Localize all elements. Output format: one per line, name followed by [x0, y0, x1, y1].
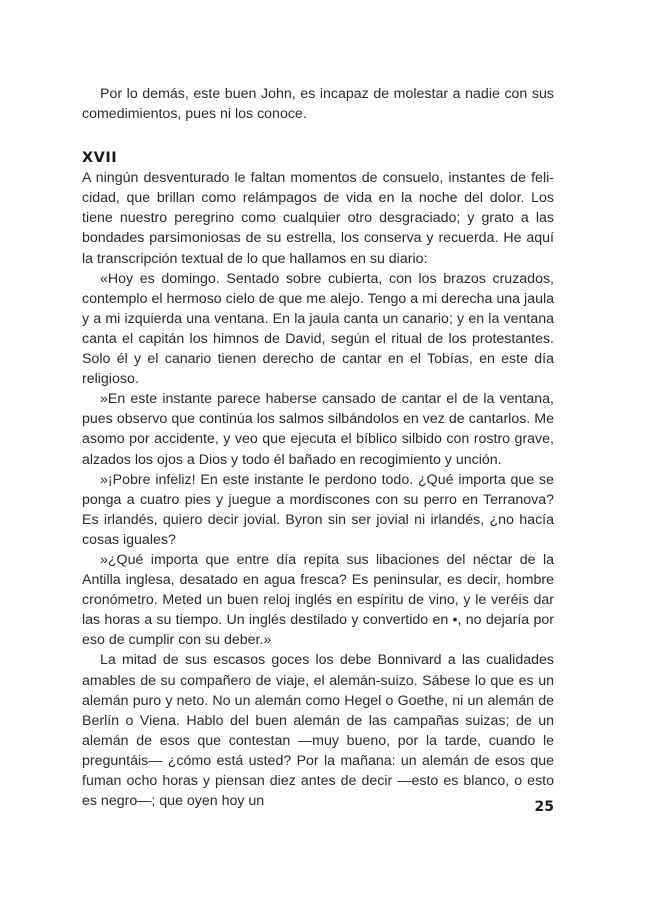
paragraph: »¡Pobre infeliz! En este instante le perdono todo. ¿Qué importa que se ponga a cuatro pies y juegue a mordiscones con su perro en Terranova? Es irlandés, quiero decir jovial. Byron sin ser jovial ni irlandés, ¿no hacía cosas iguales?	[82, 471, 554, 548]
paragraph-intro: Por lo demás, este buen John, es incapaz de molestar a nadie con sus comedimientos, pues ni los conoce.	[82, 86, 554, 123]
paragraph: «Hoy es domingo. Sentado sobre cubierta, con los brazos cruzados, contemplo el hermoso cielo de que me alejo. Tengo a mi derecha una jaula y a mi izquierda una ventana. En la jaula canta un canario; y en la ventana canta el capitán los himnos de David, según el ritual de los protestantes. Solo él y el canario tienen derecho de cantar en el Tobías, en este día religioso.	[82, 270, 554, 388]
page-body	[82, 84, 554, 811]
page-number: 25	[534, 799, 554, 815]
paragraph: A ningún desventurado le faltan momentos de consuelo, instantes de felicidad, que brillan como relámpagos de vida en la noche del dolor. Los tiene nuestro peregrino como cualquier otro desgraciado; y grato a las bondades parsimoniosas de su estrella, los conserva y recuerda. He aquí la transcripción textual de lo que hallamos en su diario:	[82, 170, 554, 267]
paragraph: »En este instante parece haberse cansado de cantar el de la ventana, pues observo que continúa los salmos silbándolos en vez de cantarlos. Me asomo por accidente, y veo que ejecuta el bíblico silbido con rostro grave, alzados los ojos a Dios y todo él bañado en recogimiento y unción.	[82, 391, 554, 468]
paragraph: La mitad de sus escasos goces los debe Bonnivard a las cualidades amables de su compañero de viaje, el alemán-suizo. Sábese lo que es un alemán puro y neto. No un alemán como Hegel o Goethe, ni un alemán de Berlín o Viena. Hablo del buen alemán de las campañas suizas; de un alemán de esos que contestan —muy bueno, por la tarde, cuando le preguntáis— ¿cómo está usted? Por la mañana: un alemán de esos que fuman ocho horas y piensan diez antes de decir —esto es blanco, o esto es negro—; que oyen hoy un	[82, 652, 554, 810]
chapter-heading: XVII	[82, 150, 118, 167]
paragraph: »¿Qué importa que entre día repita sus libaciones del néctar de la Antilla inglesa, desatado en agua fresca? Es peninsular, es decir, hombre cronómetro. Meted un buen reloj inglés en espíritu de vino, y le veréis dar las horas a su tiempo. Un inglés destilado y convertido en •, no dejaría por eso de cumplir con su deber.»	[82, 551, 554, 649]
